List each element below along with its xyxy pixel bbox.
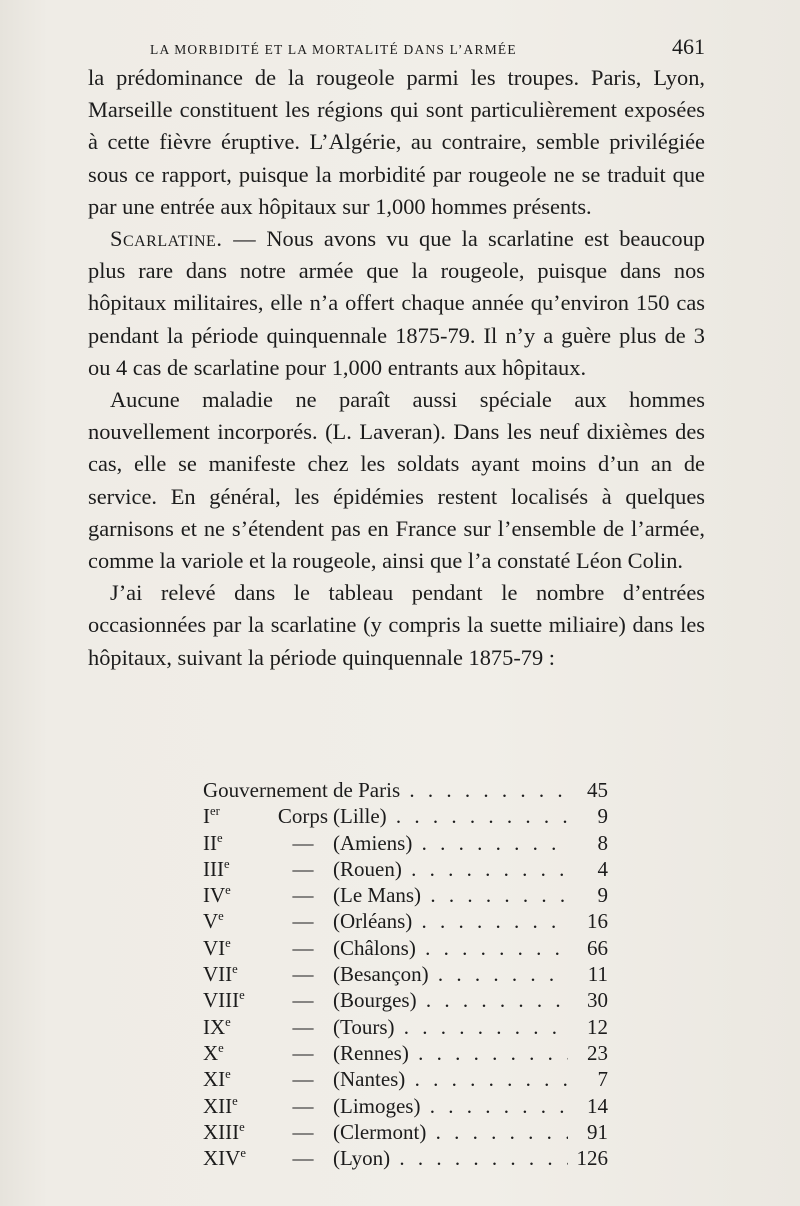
corps-value: 9 <box>568 804 608 829</box>
corps-value: 12 <box>568 1015 608 1040</box>
corps-label: — <box>292 988 314 1013</box>
page-number: 461 <box>672 34 705 59</box>
corps-place: (Tours) . . . <box>333 1015 568 1040</box>
corps-ordinal-suffix: e <box>225 883 231 898</box>
table-row <box>203 857 608 883</box>
corps-number <box>203 883 273 908</box>
corps-numeral: VIII <box>203 988 240 1013</box>
corps-label: — <box>292 1067 314 1092</box>
corps-numeral: V <box>203 909 219 934</box>
corps-place: (Châlons) . . . <box>333 936 568 961</box>
corps-value: 9 <box>568 883 608 908</box>
corps-place: (Bourges) . . . <box>333 988 568 1013</box>
table-row-gouvernement <box>203 778 608 804</box>
corps-label: — <box>292 1119 314 1144</box>
page-header <box>150 34 705 60</box>
corps-numeral: VI <box>203 935 226 960</box>
corps-value: 7 <box>568 1067 608 1092</box>
corps-label: — <box>292 856 314 881</box>
table-row <box>203 1041 608 1067</box>
corps-number <box>203 936 273 961</box>
table-row <box>203 1094 608 1120</box>
corps-numeral: XII <box>203 1093 233 1118</box>
paragraph-4: J’ai relevé dans le tableau pendant le nombre d’entrées occasionnées par la scarlatine (y compris la suette miliaire) dans les hôpitaux, suivant la période quinquennale 1875-79 : <box>88 580 705 670</box>
table-row <box>203 936 608 962</box>
scarlatine-heading: Scarlatine. — <box>110 226 257 252</box>
table-row <box>203 909 608 935</box>
table-row <box>203 988 608 1014</box>
corps-ordinal-suffix: e <box>239 988 245 1003</box>
corps-value: 66 <box>568 936 608 961</box>
table-row <box>203 962 608 988</box>
corps-label: — <box>292 1093 314 1118</box>
corps-place: (Rennes) . . . <box>333 1041 568 1066</box>
corps-value: 14 <box>568 1094 608 1119</box>
corps-number <box>203 988 273 1013</box>
corps-label: — <box>292 962 314 987</box>
paragraph-scarlatine <box>88 223 705 384</box>
corps-ordinal-suffix: e <box>217 830 223 845</box>
corps-ordinal-suffix: e <box>240 1146 246 1161</box>
table-row <box>203 883 608 909</box>
corps-number <box>203 962 273 987</box>
corps-place: (Rouen) . . . <box>333 857 568 882</box>
running-title: LA MORBIDITÉ ET LA MORTALITÉ DANS L’ARMÉE <box>150 42 517 57</box>
body-text <box>88 62 705 674</box>
corps-value: 91 <box>568 1120 608 1145</box>
corps-value: 23 <box>568 1041 608 1066</box>
corps-ordinal-suffix: e <box>239 1119 245 1134</box>
corps-ordinal-suffix: e <box>225 935 231 950</box>
corps-place: (Amiens) . . . <box>333 831 568 856</box>
corps-label: — <box>292 909 314 934</box>
corps-label: — <box>292 1040 314 1065</box>
corps-value: 4 <box>568 857 608 882</box>
corps-number <box>203 831 273 856</box>
corps-number <box>203 804 273 829</box>
corps-value: 30 <box>568 988 608 1013</box>
table-row <box>203 1067 608 1093</box>
corps-numeral: XI <box>203 1067 226 1092</box>
corps-value: 8 <box>568 831 608 856</box>
paragraph-3: Aucune maladie ne paraît aussi spéciale aux hommes nouvellement incorporés. (L. Laveran). Dans les neuf dixièmes des cas, elle se manifeste chez les soldats ayant moins d’un an de service. En général, les épidémies restent localisés à quelques garnisons et ne s’étendent pas en France sur l’ensemble de l’armée, comme la variole et la rougeole, ainsi que l’a constaté Léon Colin. <box>88 387 705 574</box>
corps-numeral: VII <box>203 962 233 987</box>
table-row <box>203 1146 608 1172</box>
corps-place: (Lille) . . . <box>333 804 568 829</box>
corps-place: (Limoges) . . . <box>333 1094 568 1119</box>
corps-label: — <box>292 1014 314 1039</box>
corps-place: (Lyon) . . . <box>333 1146 568 1171</box>
corps-label: — <box>292 935 314 960</box>
corps-ordinal-suffix: e <box>218 909 224 924</box>
corps-numeral: IV <box>203 883 226 908</box>
corps-ordinal-suffix: e <box>232 1093 238 1108</box>
corps-label: — <box>292 883 314 908</box>
corps-number <box>203 1146 273 1171</box>
table-row <box>203 1120 608 1146</box>
corps-ordinal-suffix: er <box>210 804 220 819</box>
corps-numeral: X <box>203 1040 219 1065</box>
corps-numeral: XIII <box>203 1119 240 1144</box>
corps-number <box>203 909 273 934</box>
paragraph-1: la prédominance de la rougeole parmi les troupes. Paris, Lyon, Marseille constituent les régions qui sont particulièrement exposées à cette fièvre éruptive. L’Algérie, au contraire, semble privilégiée sous ce rapport, puisque la morbidité par rougeole ne se traduit que par une entrée aux hôpitaux sur 1,000 hommes présents. <box>88 65 705 219</box>
corps-value: 11 <box>568 962 608 987</box>
corps-value: 16 <box>568 909 608 934</box>
corps-numeral: I <box>203 804 210 829</box>
scarlatine-table <box>203 778 608 1172</box>
corps-number <box>203 1120 273 1145</box>
corps-numeral: III <box>203 856 224 881</box>
gouvernement-label: Gouvernement de Paris . . . <box>203 778 568 803</box>
corps-place: (Orléans) . . . <box>333 909 568 934</box>
gouvernement-value: 45 <box>568 778 608 803</box>
corps-value: 126 <box>568 1146 608 1171</box>
corps-numeral: II <box>203 830 217 855</box>
corps-ordinal-suffix: e <box>223 856 230 871</box>
table-row <box>203 831 608 857</box>
corps-place: (Clermont) . . . <box>333 1120 568 1145</box>
corps-number <box>203 857 273 882</box>
corps-ordinal-suffix: e <box>232 962 238 977</box>
corps-place: (Besançon) . . . <box>333 962 568 987</box>
table-row <box>203 804 608 830</box>
corps-label: — <box>292 1146 314 1171</box>
corps-ordinal-suffix: e <box>225 1067 231 1082</box>
corps-number <box>203 1015 273 1040</box>
corps-numeral: IX <box>203 1014 226 1039</box>
corps-label: Corps <box>277 804 329 829</box>
paragraph-2-text: Nous avons vu que la scarlatine est beaucoup plus rare dans notre armée que la rougeole, puisque dans nos hôpitaux militaires, elle n’a offert chaque année qu’environ 150 cas pendant la période quinquennale 1875-79. Il n’y a guère plus de 3 ou 4 cas de scarlatine pour 1,000 entrants aux hôpitaux. <box>88 226 705 380</box>
corps-ordinal-suffix: e <box>218 1040 224 1055</box>
corps-number <box>203 1067 273 1092</box>
corps-place: (Nantes) . . . <box>333 1067 568 1092</box>
corps-label: — <box>292 830 314 855</box>
corps-number <box>203 1094 273 1119</box>
corps-numeral: XIV <box>203 1146 241 1171</box>
corps-number <box>203 1041 273 1066</box>
corps-place: (Le Mans) . . . <box>333 883 568 908</box>
corps-ordinal-suffix: e <box>225 1014 231 1029</box>
table-row <box>203 1015 608 1041</box>
